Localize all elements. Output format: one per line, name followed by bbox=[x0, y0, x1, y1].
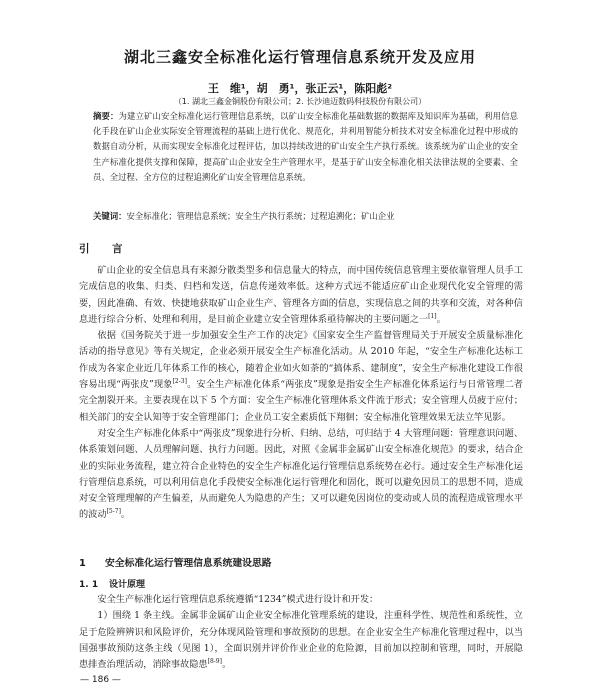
intro-paragraph-3: 对安全生产标准化体系中“两张皮”现象进行分析、归纳、总结，可归结于 4 大管理问题：管理意识问题、体系策划问题、人员理解问题、执行力问题。因此，对照《金属非金属矿山安全标准化规范》的要求，结合企业的实际业务流程，建立符合企业特色的安全生产标准化运行管理信息系统势在必行。通过安全生产标准化运行管理信息系统，可以利用信息化手段使安全标准化运行管理化和固化，既可以避免因员工的思想不同，造成对安全管理理解的产生偏差，从而避免人为隐患的产生；又可以避免因岗位的变动或人员的流程造成管理水平的波动[5-7]。 bbox=[79, 427, 523, 521]
intro-heading: 引 言 bbox=[79, 243, 129, 255]
section-1-1-number: 1. 1 bbox=[79, 580, 99, 590]
paper-authors: 王 维¹，胡 勇¹，张正云¹，陈阳彪² bbox=[207, 82, 393, 95]
section-1-1-title: 设计原理 bbox=[109, 580, 146, 590]
abstract bbox=[93, 109, 518, 185]
keywords bbox=[93, 210, 518, 223]
intro-paragraph-1: 矿山企业的安全信息具有来源分散类型多和信息量大的特点，而中国传统信息管理主要依靠管理人员手工完成信息的收集、归类、归档和发送，信息传递效率低。这种方式远不能适应矿山企业现代化安全管理的需要，因此准确、有效、快捷地获取矿山企业生产、管理各方面的信息，实现信息之间的共享和交流，对各种信息进行综合分析、处理和利用，是目前企业建立安全管理体系亟待解决的主要问题之一[1]。 bbox=[79, 265, 523, 325]
intro-body bbox=[79, 263, 523, 524]
abstract-label: 摘要： bbox=[93, 111, 119, 121]
keywords-text: 安全标准化；管理信息系统；安全生产执行系统；过程追溯化；矿山企业 bbox=[126, 211, 395, 221]
section-1-number: 1 bbox=[79, 558, 86, 569]
section-1-heading bbox=[79, 555, 272, 569]
section-1-1-body bbox=[79, 592, 523, 673]
section-1-1-paragraph-2: 1）围绕 1 条主线。金属非金属矿山企业安全标准化管理系统的建设，注重科学性、规范性和系统性，立足于危险辨辨识和风险评价，充分体现风险管理和事故预防的思想。在企业安全生产标准化管理过程中，以当国强事故预防这条主线（见图 1），全面识别并评价作业企业的危险源，目前加以控制和管理，同时，开展隐患排查治理活动，消除事故隐患[8-9]。 bbox=[79, 610, 523, 671]
keywords-label: 关键词： bbox=[93, 211, 127, 221]
intro-paragraph-2: 依据《国务院关于进一步加强安全生产工作的决定》《国家安全生产监督管理局关于开展安全质量标准化活动的指导意见》等有关规定，企业必须开展安全生产标准化活动。从 2010 年起，“安全生产标准化达标工作成为各家企业近几年体系工作的核心，随着企业如火如荼的“搞体系、建制度”，安全生产标准化建设工作很容易出现“两张皮”现象[2-3]。安全生产标准化体系“两张皮”现象是指安全生产标准化体系运行与日常管理二者完全割裂开来。主要表现在以下 5 个方面：安全生产标准化管理体系文件流于形式；安全管理人员疲于应付；相关部门的安全认知等于安全管理部门；企业员工安全素质低下翔徊；安全标准化管理效果无法立竿见影。 bbox=[79, 330, 523, 423]
page-number: — 186 — bbox=[80, 675, 121, 685]
section-1-1-heading bbox=[79, 577, 145, 590]
section-1-1-paragraph-1: 安全生产标准化运行管理信息系统遵循“1234”模式进行设计和开发： bbox=[97, 594, 379, 605]
abstract-text: 为建立矿山安全标准化运行管理信息系统，以矿山安全标准化基础数据的数据库及知识库为基础，利用信息化手段在矿山企业实际安全管理流程的基础上进行优化、规范化，并利用智能分析技术对安全标准化过程中形成的数据自动分析，从而实现安全标准化过程评估，加以持续改进的矿山安全生产执行系统。该系统为矿山企业的安全生产标准化提供支撑和保障，提高矿山企业安全生产管理水平，是基于矿山安全标准化相关法律法规的全要素、全员、全过程、全方位的过程追溯化矿山安全管理信息系统。 bbox=[93, 111, 519, 182]
section-1-title: 安全标准化运行管理信息系统建设思路 bbox=[105, 558, 272, 569]
paper-affiliation: （1. 湖北三鑫金铜股份有限公司；2. 长沙迪迈数码科技股份有限公司） bbox=[173, 97, 427, 106]
paper-title: 湖北三鑫安全标准化运行管理信息系统开发及应用 bbox=[123, 48, 476, 66]
